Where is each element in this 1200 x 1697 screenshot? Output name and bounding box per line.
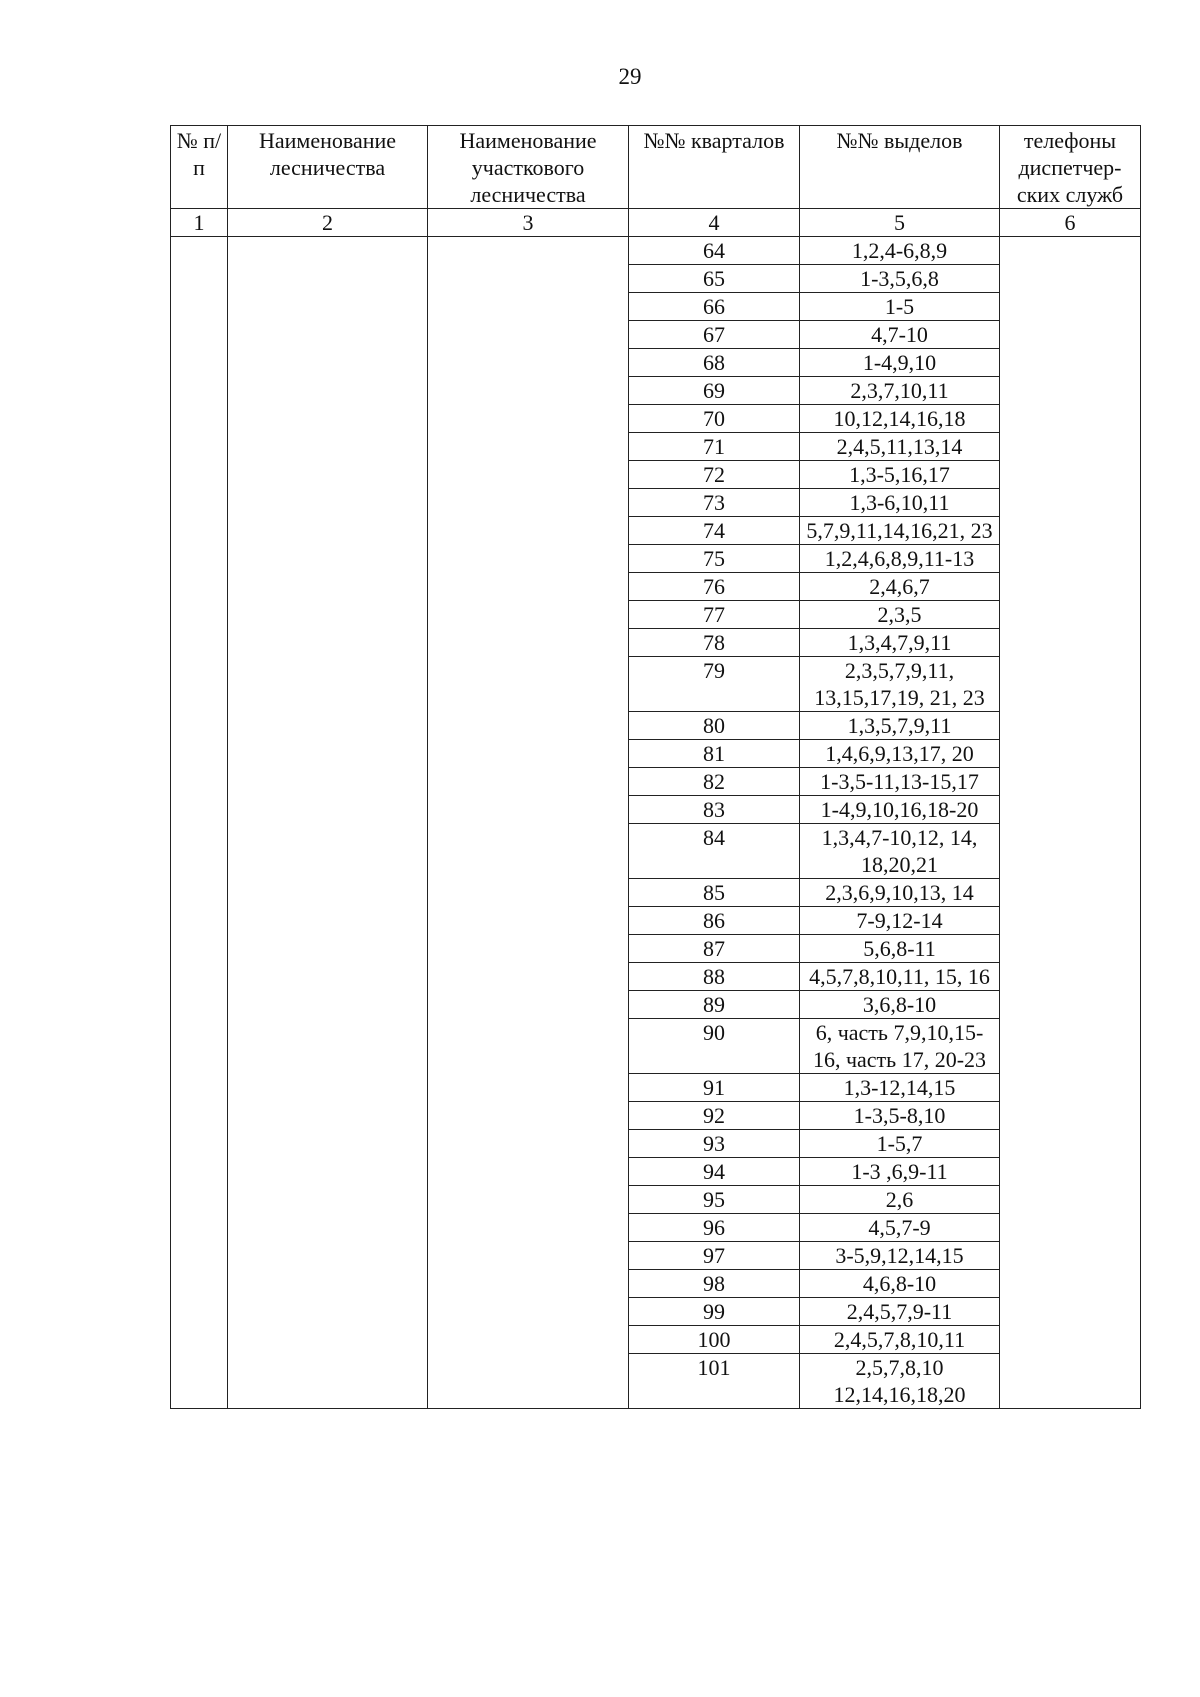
cell-quarter-number: 95 xyxy=(629,1186,800,1214)
cell-forestry-empty xyxy=(228,237,428,1409)
cell-quarter-number: 84 xyxy=(629,824,800,879)
cell-allotments: 2,6 xyxy=(800,1186,1000,1214)
cell-allotments: 3,6,8-10 xyxy=(800,991,1000,1019)
cell-allotments: 2,4,6,7 xyxy=(800,573,1000,601)
column-number: 4 xyxy=(629,209,800,237)
cell-quarter-number: 77 xyxy=(629,601,800,629)
cell-quarter-number: 99 xyxy=(629,1298,800,1326)
cell-quarter-number: 89 xyxy=(629,991,800,1019)
cell-allotments: 1,3,5,7,9,11 xyxy=(800,712,1000,740)
cell-allotments: 1-3,5-8,10 xyxy=(800,1102,1000,1130)
cell-quarter-number: 93 xyxy=(629,1130,800,1158)
cell-allotments: 1,3,4,7,9,11 xyxy=(800,629,1000,657)
cell-quarter-number: 98 xyxy=(629,1270,800,1298)
cell-quarter-number: 76 xyxy=(629,573,800,601)
cell-quarter-number: 97 xyxy=(629,1242,800,1270)
cell-quarter-number: 101 xyxy=(629,1354,800,1409)
column-number: 1 xyxy=(171,209,228,237)
header-row xyxy=(171,126,1141,209)
cell-allotments: 1,2,4-6,8,9 xyxy=(800,237,1000,265)
cell-quarter-number: 70 xyxy=(629,405,800,433)
cell-allotments: 3-5,9,12,14,15 xyxy=(800,1242,1000,1270)
cell-allotments: 2,4,5,11,13,14 xyxy=(800,433,1000,461)
cell-quarter-number: 71 xyxy=(629,433,800,461)
cell-quarter-number: 96 xyxy=(629,1214,800,1242)
cell-quarter-number: 82 xyxy=(629,768,800,796)
cell-allotments: 2,5,7,8,10 12,14,16,18,20 xyxy=(800,1354,1000,1409)
forest-quarters-table xyxy=(170,125,1141,1409)
cell-quarter-number: 67 xyxy=(629,321,800,349)
cell-allotments: 1-3,5,6,8 xyxy=(800,265,1000,293)
cell-dispatch-phones-empty xyxy=(1000,237,1141,1409)
cell-allotments: 10,12,14,16,18 xyxy=(800,405,1000,433)
cell-quarter-number: 83 xyxy=(629,796,800,824)
cell-allotments: 2,3,5 xyxy=(800,601,1000,629)
column-number: 6 xyxy=(1000,209,1141,237)
cell-quarter-number: 65 xyxy=(629,265,800,293)
cell-quarter-number: 69 xyxy=(629,377,800,405)
cell-quarter-number: 87 xyxy=(629,935,800,963)
cell-quarter-number: 66 xyxy=(629,293,800,321)
cell-allotments: 6, часть 7,9,10,15-16, часть 17, 20-23 xyxy=(800,1019,1000,1074)
cell-allotments: 2,3,7,10,11 xyxy=(800,377,1000,405)
cell-quarter-number: 92 xyxy=(629,1102,800,1130)
cell-allotments: 1-5 xyxy=(800,293,1000,321)
cell-allotments: 1,3-6,10,11 xyxy=(800,489,1000,517)
cell-quarter-number: 68 xyxy=(629,349,800,377)
cell-allotments: 1-4,9,10 xyxy=(800,349,1000,377)
cell-allotments: 2,4,5,7,8,10,11 xyxy=(800,1326,1000,1354)
table-body xyxy=(171,237,1141,1409)
cell-quarter-number: 100 xyxy=(629,1326,800,1354)
column-number: 2 xyxy=(228,209,428,237)
table-row xyxy=(171,237,1141,265)
cell-allotments: 4,5,7,8,10,11, 15, 16 xyxy=(800,963,1000,991)
cell-quarter-number: 75 xyxy=(629,545,800,573)
cell-allotments: 5,7,9,11,14,16,21, 23 xyxy=(800,517,1000,545)
cell-allotments: 1-3 ,6,9-11 xyxy=(800,1158,1000,1186)
cell-quarter-number: 80 xyxy=(629,712,800,740)
cell-quarter-number: 90 xyxy=(629,1019,800,1074)
page-number: 29 xyxy=(618,64,642,89)
header-quarters: №№ кварталов xyxy=(629,126,800,209)
header-dispatch-phones: телефоны диспетчер-ских служб xyxy=(1000,126,1141,209)
cell-allotments: 4,5,7-9 xyxy=(800,1214,1000,1242)
column-number: 3 xyxy=(428,209,629,237)
cell-allotments: 5,6,8-11 xyxy=(800,935,1000,963)
cell-allotments: 1,2,4,6,8,9,11-13 xyxy=(800,545,1000,573)
cell-allotments: 4,7-10 xyxy=(800,321,1000,349)
cell-allotments: 4,6,8-10 xyxy=(800,1270,1000,1298)
cell-quarter-number: 64 xyxy=(629,237,800,265)
column-number: 5 xyxy=(800,209,1000,237)
cell-district-forestry-empty xyxy=(428,237,629,1409)
cell-allotments: 2,4,5,7,9-11 xyxy=(800,1298,1000,1326)
cell-allotments: 2,3,6,9,10,13, 14 xyxy=(800,879,1000,907)
cell-allotments: 1-5,7 xyxy=(800,1130,1000,1158)
cell-allotments: 7-9,12-14 xyxy=(800,907,1000,935)
cell-quarter-number: 78 xyxy=(629,629,800,657)
cell-quarter-number: 94 xyxy=(629,1158,800,1186)
cell-number-empty xyxy=(171,237,228,1409)
cell-allotments: 1,4,6,9,13,17, 20 xyxy=(800,740,1000,768)
cell-quarter-number: 74 xyxy=(629,517,800,545)
cell-allotments: 1-4,9,10,16,18-20 xyxy=(800,796,1000,824)
column-number-row xyxy=(171,209,1141,237)
header-district-forestry-name: Наименование участкового лесничества xyxy=(428,126,629,209)
header-allotments: №№ выделов xyxy=(800,126,1000,209)
cell-allotments: 1,3-5,16,17 xyxy=(800,461,1000,489)
cell-quarter-number: 73 xyxy=(629,489,800,517)
cell-quarter-number: 88 xyxy=(629,963,800,991)
cell-allotments: 1,3,4,7-10,12, 14, 18,20,21 xyxy=(800,824,1000,879)
cell-quarter-number: 72 xyxy=(629,461,800,489)
cell-allotments: 1-3,5-11,13-15,17 xyxy=(800,768,1000,796)
header-forestry-name: Наименование лесничества xyxy=(228,126,428,209)
header-number: № п/п xyxy=(171,126,228,209)
cell-quarter-number: 86 xyxy=(629,907,800,935)
cell-quarter-number: 91 xyxy=(629,1074,800,1102)
cell-quarter-number: 81 xyxy=(629,740,800,768)
cell-allotments: 1,3-12,14,15 xyxy=(800,1074,1000,1102)
cell-quarter-number: 85 xyxy=(629,879,800,907)
cell-allotments: 2,3,5,7,9,11, 13,15,17,19, 21, 23 xyxy=(800,657,1000,712)
cell-quarter-number: 79 xyxy=(629,657,800,712)
